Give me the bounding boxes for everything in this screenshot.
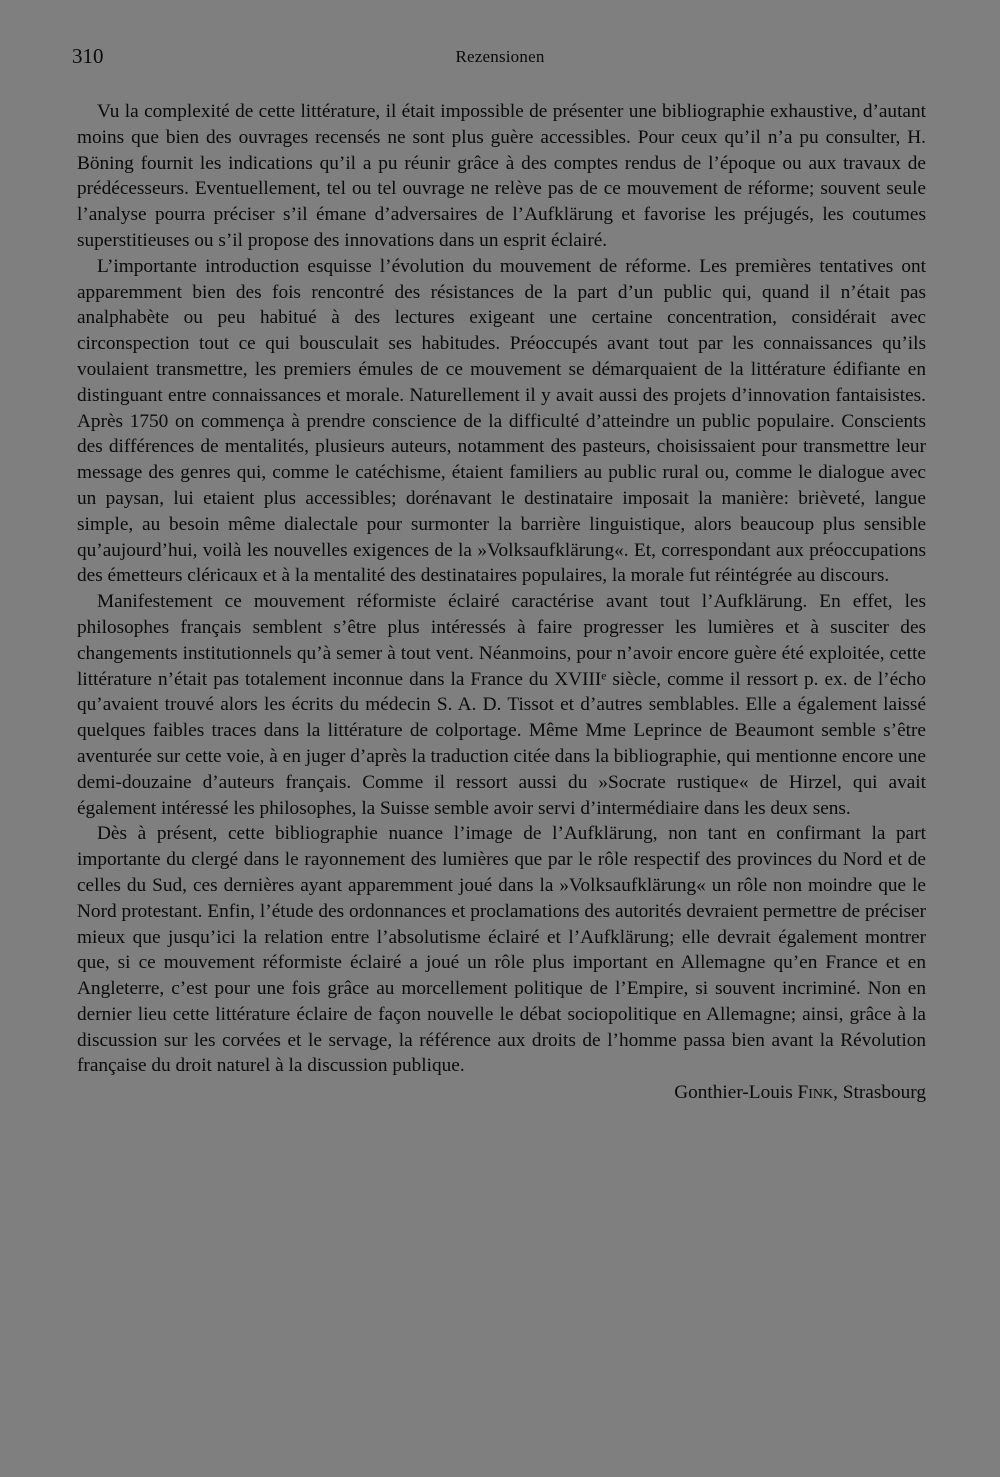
page-number: 310 (72, 44, 104, 68)
author-first-name: Gonthier-Louis (674, 1082, 798, 1104)
author-place: , Strasbourg (833, 1082, 926, 1104)
review-body (77, 99, 926, 1106)
author-surname: Fink (797, 1082, 834, 1104)
author-signature (77, 1080, 926, 1106)
running-head: Rezensionen (455, 47, 545, 66)
paragraph-2: L’importante introduction esquisse l’évolution du mouvement de réforme. Les premières tentatives ont apparemment bien des fois rencontré des résistances de la part d’un public qui, quand il n’était pas analphabète ou peu habitué à des lectures exigeant une certaine concentration, considérait avec circonspection tout ce qui bousculait ses habitudes. Préoccupés avant tout par les connaissances qu’ils voulaient transmettre, les premiers émules de ce mouvement se démarquaient de la littérature édifiante en distinguant entre connaissances et morale. Naturellement il y avait aussi des projets d’innovation fantaisistes. Après 1750 on commença à prendre conscience de la difficulté d’atteindre un public populaire. Conscients des différences de mentalités, plusieurs auteurs, notamment des pasteurs, choisissaient pour transmettre leur message des genres qui, comme le catéchisme, étaient familiers au public rural ou, comme le dialogue avec un paysan, lui etaient plus accessibles; dorénavant le destinataire imposait la manière: brièveté, langue simple, au besoin même dialectale pour surmonter la barrière linguistique, alors beaucoup plus sensible qu’aujourd’hui, voilà les nouvelles exigences de la »Volksaufklärung«. Et, correspondant aux préoccupations des émetteurs cléricaux et à la mentalité des destinataires populaires, la morale fut réintégrée au discours. (77, 255, 926, 587)
paragraph-4: Dès à présent, cette bibliographie nuance l’image de l’Aufklärung, non tant en confirmant la part importante du clergé dans le rayonnement des lumières que par le rôle respectif des provinces du Nord et de celles du Sud, ces dernières ayant apparemment joué dans la »Volksaufklärung« un rôle non moindre que le Nord protestant. Enfin, l’étude des ordonnances et proclamations des autorités devraient permettre de préciser mieux que jusqu’ici la relation entre l’absolutisme éclairé et l’Aufklärung; elle devrait également montrer que, si ce mouvement réformiste éclairé a joué un rôle plus important en Allemagne qu’en France et en Angleterre, c’est pour une fois grâce au morcellement politique de l’Empire, si souvent incriminé. Non en dernier lieu cette littérature éclaire de façon nouvelle le débat sociopolitique en Allemagne; ainsi, grâce à la discussion sur les corvées et le servage, la référence aux droits de l’homme passa bien avant la Révolution française du droit naturel à la discussion publique. (77, 823, 926, 1077)
paragraph-1: Vu la complexité de cette littérature, il était impossible de présenter une bibliographie exhaustive, d’autant moins que bien des ouvrages recensés ne sont plus guère accessibles. Pour ceux qu’il n’a pu consulter, H. Böning fournit les indications qu’il a pu réunir grâce à des comptes rendus de l’époque ou aux travaux de prédécesseurs. Eventuellement, tel ou tel ouvrage ne relève pas de ce mouvement de réforme; souvent seule l’analyse pourra préciser s’il émane d’adversaires de l’Aufklärung et favorise les préjugés, les coutumes superstitieuses ou s’il propose des innovations dans un esprit éclairé. (77, 101, 926, 251)
paragraph-3: Manifestement ce mouvement réformiste éclairé caractérise avant tout l’Aufklärung. En effet, les philosophes français semblent s’être plus intéressés à faire progresser les lumières et à susciter des changements institutionnels qu’à semer à tout vent. Néanmoins, pour n’avoir encore guère été exploitée, cette littérature n’était pas totalement inconnue dans la France du XVIIIᵉ siècle, comme il ressort p. ex. de l’écho qu’avaient trouvé alors les écrits du médecin S. A. D. Tissot et d’autres semblables. Elle a également laissé quelques faibles traces dans la littérature de colportage. Même Mme Leprince de Beaumont semble s’être aventurée sur cette voie, à en juger d’après la traduction citée dans la bibliographie, qui mentionne encore une demi-douzaine d’auteurs français. Comme il ressort aussi du »Socrate rustique« de Hirzel, qui avait également intéressé les philosophes, la Suisse semble avoir servi d’intermédiaire dans les deux sens. (77, 591, 926, 819)
